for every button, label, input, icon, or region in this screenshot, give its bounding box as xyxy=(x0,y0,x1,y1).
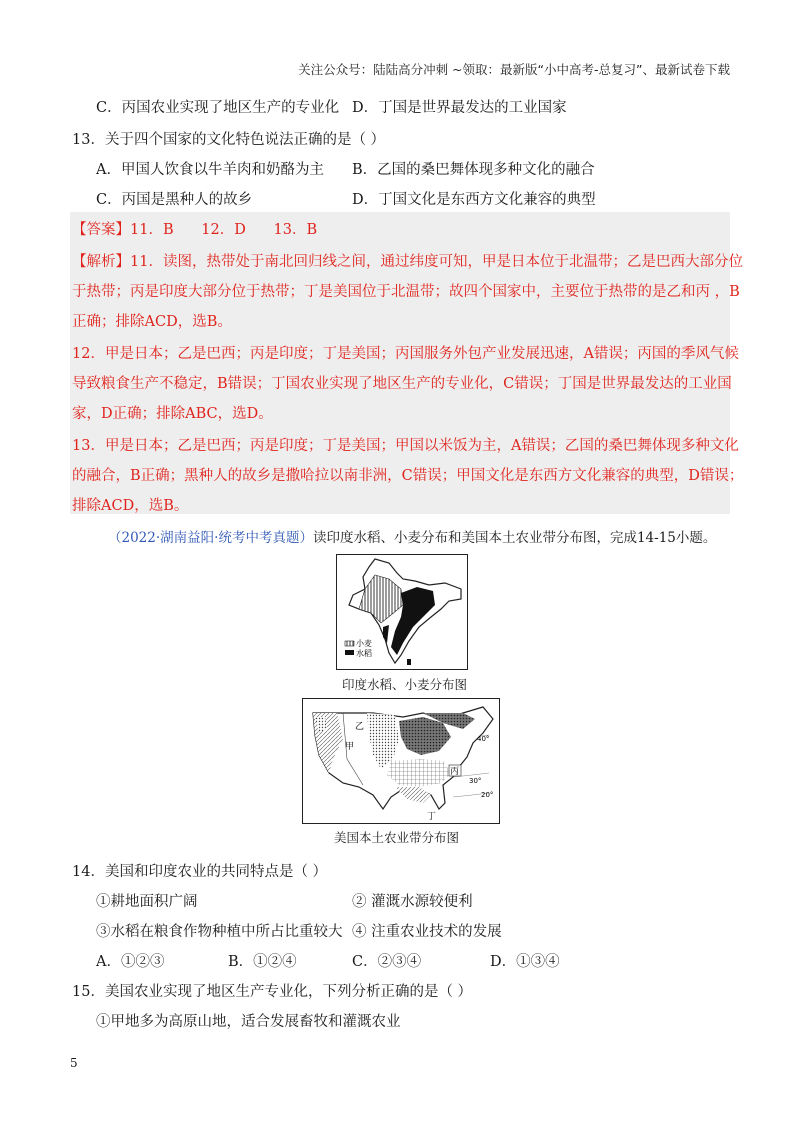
analysis-line-6: 家，D正确；排除ABC，选D。 xyxy=(72,406,273,422)
legend-wheat-swatch xyxy=(345,641,354,646)
q14-option-d: D．①③④ xyxy=(490,954,560,970)
q14-item-2: ② 灌溉水源较便利 xyxy=(352,894,473,910)
q13-option-a: A．甲国人饮食以牛羊肉和奶酪为主 xyxy=(96,162,324,178)
usa-map-drawing xyxy=(303,699,499,823)
lat-30-label: 30° xyxy=(469,777,482,785)
legend-rice-label: 水稻 xyxy=(356,649,372,658)
source-tag: （2022·湖南益阳·统考中考真题） xyxy=(108,530,313,546)
analysis-line-2: 于热带；丙是印度大部分位于热带；丁是美国位于北温带；故四个国家中，主要位于热带的是乙和丙 ，B xyxy=(72,284,740,300)
india-map-drawing xyxy=(337,555,467,669)
region-jia-label: 甲 xyxy=(345,742,355,752)
india-map-caption: 印度水稻、小麦分布图 xyxy=(342,677,468,692)
q14-item-4: ④ 注重农业技术的发展 xyxy=(352,924,502,940)
q15-stem: 15．美国农业实现了地区生产专业化，下列分析正确的是（ ） xyxy=(72,984,473,1000)
q13-stem: 13．关于四个国家的文化特色说法正确的是（ ） xyxy=(72,132,386,148)
region-ding-label: 丁 xyxy=(427,812,437,822)
answer-label: 【答案】 xyxy=(72,222,130,238)
q15-item-1: ①甲地多为高原山地，适合发展畜牧和灌溉农业 xyxy=(96,1014,401,1030)
answer-line xyxy=(72,218,317,239)
source-text: 读印度水稻、小麦分布和美国本土农业带分布图，完成14-15小题。 xyxy=(312,530,717,546)
q12-option-c: C．丙国农业实现了地区生产的专业化 xyxy=(96,100,340,116)
answer-text: 11．B 12．D 13．B xyxy=(130,222,318,238)
region-yi-label: 乙 xyxy=(355,722,365,732)
q14-item-1: ①耕地面积广阔 xyxy=(96,894,198,910)
q13-option-b: B．乙国的桑巴舞体现多种文化的融合 xyxy=(352,162,595,178)
analysis-label: 【解析】 xyxy=(72,254,130,270)
q14-option-a: A．①②③ xyxy=(96,954,165,970)
analysis-line-4: 12．甲是日本；乙是巴西；丙是印度；丁是美国；丙国服务外包产业发展迅速，A错误；丙国的季风气候 xyxy=(72,346,739,362)
q13-option-c: C．丙国是黑种人的故乡 xyxy=(96,192,253,208)
q14-stem: 14．美国和印度农业的共同特点是（ ） xyxy=(72,864,328,880)
analysis-line-3: 正确；排除ACD，选B。 xyxy=(72,314,232,330)
analysis-line-8: 的融合，B正确；黑种人的故乡是撒哈拉以南非洲，C错误；甲国文化是东西方文化兼容的典型，D错误； xyxy=(72,468,744,484)
legend-wheat-label: 小麦 xyxy=(356,639,372,648)
q14-option-b: B．①②④ xyxy=(228,954,297,970)
usa-map-caption: 美国本土农业带分布图 xyxy=(334,830,460,845)
analysis-line-1: 【解析】11．读图，热带处于南北回归线之间，通过纬度可知，甲是日本位于北温带；乙是巴西大部分位 xyxy=(72,254,743,270)
analysis-line-7: 13．甲是日本；乙是巴西；丙是印度；丁是美国；甲国以米饭为主，A错误；乙国的桑巴舞体现多种文化 xyxy=(72,438,739,454)
q14-option-c: C．②③④ xyxy=(352,954,422,970)
legend-rice-swatch xyxy=(345,650,354,655)
q14-item-3: ③水稻在粮食作物种植中所占比重较大 xyxy=(96,924,343,940)
page-header: 关注公众号：陆陆高分冲刺 ~领取：最新版“小中高考-总复习”、最新试卷下载 xyxy=(298,62,730,77)
lat-20-label: 20° xyxy=(481,791,494,799)
lat-40-label: 40° xyxy=(477,735,490,743)
source-line xyxy=(108,526,716,546)
q12-option-d: D．丁国是世界最发达的工业国家 xyxy=(352,100,567,116)
india-map xyxy=(336,554,468,670)
analysis-line-5: 导致粮食生产不稳定，B错误；丁国农业实现了地区生产的专业化，C错误；丁国是世界最发达的工业国 xyxy=(72,376,732,392)
page-number: 5 xyxy=(70,1056,78,1070)
analysis-line-9: 排除ACD，选B。 xyxy=(72,498,189,514)
region-bing-label: 丙 xyxy=(450,767,460,777)
q13-option-d: D．丁国文化是东西方文化兼容的典型 xyxy=(352,192,596,208)
usa-map xyxy=(302,698,500,824)
